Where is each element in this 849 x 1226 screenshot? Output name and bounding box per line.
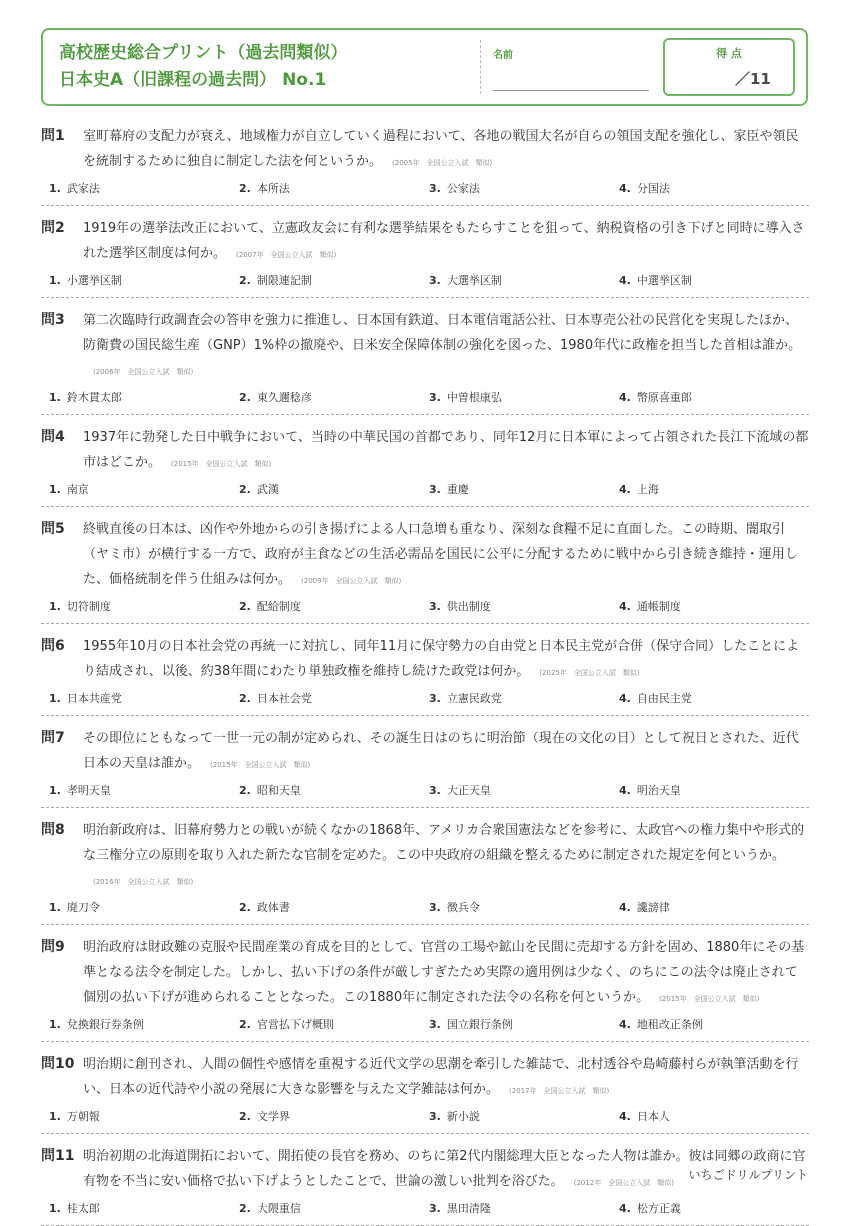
choice-2[interactable]: 2. 文学界	[239, 1110, 290, 1123]
choice-1[interactable]: 1. 万朝報	[49, 1110, 100, 1123]
answer-choices	[41, 273, 809, 289]
choice-2[interactable]: 2. 大隈重信	[239, 1202, 301, 1215]
choice-4[interactable]: 4. 上海	[619, 483, 659, 496]
choice-1[interactable]: 1. 兌換銀行券条例	[49, 1018, 144, 1031]
choice-2[interactable]: 2. 昭和天皇	[239, 784, 301, 797]
choice-3[interactable]: 3. 大選挙区制	[429, 274, 502, 287]
question-text: その即位にともなって一世一元の制が定められ、その誕生日はのちに明治節（現在の文化の日）として祝日とされた、近代日本の天皇は誰か。 (2015年 全国公立入試 類似)	[83, 731, 799, 771]
choice-2[interactable]: 2. 武漢	[239, 483, 279, 496]
choice-3[interactable]: 3. 新小説	[429, 1110, 480, 1123]
question-7	[41, 716, 809, 808]
question-number: 問11	[41, 1148, 75, 1164]
choice-3[interactable]: 3. 黒田清隆	[429, 1202, 491, 1215]
choice-3[interactable]: 3. 立憲民政党	[429, 692, 502, 705]
name-label: 名前	[493, 50, 513, 61]
answer-choices	[41, 1017, 809, 1033]
choice-2[interactable]: 2. 政体書	[239, 901, 290, 914]
choice-1[interactable]: 1. 日本共産党	[49, 692, 122, 705]
question-source: (2012年 全国公立入試 類似)	[573, 1179, 675, 1187]
question-source: (2007年 全国公立入試 類似)	[236, 251, 337, 259]
choice-3[interactable]: 3. 国立銀行条例	[429, 1018, 513, 1031]
question-number: 問9	[41, 939, 65, 955]
choice-2[interactable]: 2. 制限連記制	[239, 274, 312, 287]
question-number: 問7	[41, 730, 65, 746]
answer-choices	[41, 482, 809, 498]
question-8	[41, 808, 809, 925]
choice-3[interactable]: 3. 公家法	[429, 182, 480, 195]
choice-2[interactable]: 2. 本所法	[239, 182, 290, 195]
answer-choices	[41, 691, 809, 707]
choice-4[interactable]: 4. 松方正義	[619, 1202, 681, 1215]
choice-2[interactable]: 2. 官営払下げ概則	[239, 1018, 334, 1031]
question-source: (2009年 全国公立入試 類似)	[301, 577, 402, 585]
question-number: 問1	[41, 128, 65, 144]
question-number: 問2	[41, 220, 65, 236]
choice-4[interactable]: 4. 通帳制度	[619, 600, 681, 613]
choice-1[interactable]: 1. 孝明天皇	[49, 784, 111, 797]
question-number: 問8	[41, 822, 65, 838]
choice-2[interactable]: 2. 東久邇稔彦	[239, 391, 312, 404]
answer-choices	[41, 1109, 809, 1125]
title-block	[59, 40, 347, 94]
question-source: (2017年 全国公立入試 類似)	[509, 1087, 610, 1095]
worksheet-header	[41, 28, 808, 106]
question-source: (2015年 全国公立入試 類似)	[171, 460, 272, 468]
choice-4[interactable]: 4. 中選挙区制	[619, 274, 692, 287]
choice-4[interactable]: 4. 地租改正条例	[619, 1018, 703, 1031]
choice-4[interactable]: 4. 自由民主党	[619, 692, 692, 705]
question-4	[41, 415, 809, 507]
question-source: (2016年 全国公立入試 類似)	[93, 878, 194, 886]
question-10	[41, 1042, 809, 1134]
question-1	[41, 114, 809, 206]
question-text: 1937年に勃発した日中戦争において、当時の中華民国の首都であり、同年12月に日本軍によって占領された長江下流域の都市はどこか。 (2015年 全国公立入試 類似)	[83, 430, 809, 470]
question-3	[41, 298, 809, 415]
choice-4[interactable]: 4. 明治天皇	[619, 784, 681, 797]
question-text: 室町幕府の支配力が衰え、地域権力が自立していく過程において、各地の戦国大名が自らの領国支配を強化し、家臣や領民を統制するために独自に制定した法を何というか。 (2005年 全国公立入試 類似)	[83, 129, 799, 169]
question-text: 終戦直後の日本は、凶作や外地からの引き揚げによる人口急増も重なり、深刻な食糧不足に直面した。この時期、闇取引（ヤミ市）が横行する一方で、政府が主食などの生活必需品を国民に公平に分配するために戦中から引き続き維持・運用した、価格統制を伴う仕組みは何か。 (2009年 全国公立入試 類似)	[83, 522, 798, 587]
choice-4[interactable]: 4. 分国法	[619, 182, 670, 195]
answer-choices	[41, 599, 809, 615]
question-number: 問3	[41, 312, 65, 328]
choice-4[interactable]: 4. 幣原喜重郎	[619, 391, 692, 404]
choice-1[interactable]: 1. 廃刀令	[49, 901, 100, 914]
answer-choices	[41, 783, 809, 799]
choice-3[interactable]: 3. 中曽根康弘	[429, 391, 502, 404]
choice-4[interactable]: 4. 日本人	[619, 1110, 670, 1123]
question-source: (2015年 全国公立入試 類似)	[210, 761, 311, 769]
question-text: 明治期に創刊され、人間の個性や感情を重視する近代文学の思潮を牽引した雑誌で、北村透谷や島崎藤村らが執筆活動を行い、日本の近代詩や小説の発展に大きな影響を与えた文学雑誌は何か。 (2017年 全国公立入試 類似)	[83, 1057, 799, 1097]
question-text: 明治政府は財政難の克服や民間産業の育成を目的として、官営の工場や鉱山を民間に売却する方針を固め、1880年にその基準となる法令を制定した。しかし、払い下げの条件が厳しすぎたため実際の適用例は少なく、のちにこの法令は廃止されて個別の払い下げが進められることとなった。この1880年に制定された法令の名称を何というか。 (2015年 全国公立入試 類似)	[83, 940, 805, 1005]
choice-3[interactable]: 3. 供出制度	[429, 600, 491, 613]
worksheet-subtitle: 日本史A（旧課程の過去問） No.1	[59, 70, 327, 90]
choice-1[interactable]: 1. 小選挙区制	[49, 274, 122, 287]
choice-1[interactable]: 1. 鈴木貫太郎	[49, 391, 122, 404]
question-2	[41, 206, 809, 298]
question-5	[41, 507, 809, 624]
choice-1[interactable]: 1. 切符制度	[49, 600, 111, 613]
question-number: 問4	[41, 429, 65, 445]
choice-3[interactable]: 3. 大正天皇	[429, 784, 491, 797]
worksheet-title: 高校歴史総合プリント（過去問類似）	[59, 43, 348, 63]
question-text: 明治新政府は、旧幕府勢力との戦いが続くなかの1868年、アメリカ合衆国憲法などを参考に、太政官への権力集中や形式的な三権分立の原則を取り入れた新たな官制を定めた。この中央政府の組織を整えるために制定された規定を何というか。(2016年 全国公立入試 類似)	[83, 823, 805, 886]
answer-choices	[41, 1201, 809, 1217]
question-9	[41, 925, 809, 1042]
question-number: 問5	[41, 521, 65, 537]
choice-2[interactable]: 2. 日本社会党	[239, 692, 312, 705]
choice-3[interactable]: 3. 重慶	[429, 483, 469, 496]
choice-4[interactable]: 4. 讒謗律	[619, 901, 670, 914]
question-6	[41, 624, 809, 716]
question-source: (2005年 全国公立入試 類似)	[392, 159, 493, 167]
choice-1[interactable]: 1. 桂太郎	[49, 1202, 100, 1215]
question-text: 1919年の選挙法改正において、立憲政友会に有利な選挙結果をもたらすことを狙って、納税資格の引き下げと同時に導入された選挙区制度は何か。 (2007年 全国公立入試 類似)	[83, 221, 805, 261]
answer-choices	[41, 900, 809, 916]
answer-choices	[41, 390, 809, 406]
question-list	[41, 114, 809, 1226]
question-text: 第二次臨時行政調査会の答申を強力に推進し、日本国有鉄道、日本電信電話公社、日本専売公社の民営化を実現したほか、防衛費の国民総生産（GNP）1%枠の撤廃や、日米安全保障体制の強化を図った、1980年代に政権を担当した首相は誰か。(2006年 全国公立入試 類似)	[83, 313, 802, 376]
question-source: (2015年 全国公立入試 類似)	[659, 995, 760, 1003]
question-number: 問6	[41, 638, 65, 654]
choice-1[interactable]: 1. 南京	[49, 483, 89, 496]
choice-1[interactable]: 1. 武家法	[49, 182, 100, 195]
score-total: ／11	[735, 70, 771, 88]
choice-3[interactable]: 3. 徴兵令	[429, 901, 480, 914]
question-text: 1955年10月の日本社会党の再統一に対抗し、同年11月に保守勢力の自由党と日本民主党が合併（保守合同）したことにより結成され、以後、約38年間にわたり単独政権を維持し続けた政党は何か。 (2025年 全国公立入試 類似)	[83, 639, 800, 679]
choice-2[interactable]: 2. 配給制度	[239, 600, 301, 613]
score-label: 得 点	[716, 47, 742, 60]
question-source: (2025年 全国公立入試 類似)	[539, 669, 640, 677]
footer-brand: いちごドリルプリント	[688, 1168, 808, 1182]
score-box	[663, 38, 795, 96]
question-text: 明治初期の北海道開拓において、開拓使の長官を務め、のちに第2代内閣総理大臣となった人物は誰か。彼は同郷の政商に官有物を不当に安い価格で払い下げようとしたことで、世論の激しい批判を浴びた。 (2012年 全国公立入試 類似)	[83, 1149, 806, 1189]
name-field[interactable]	[493, 90, 649, 91]
header-divider	[480, 40, 481, 94]
question-source: (2006年 全国公立入試 類似)	[93, 368, 194, 376]
answer-choices	[41, 181, 809, 197]
question-number: 問10	[41, 1056, 75, 1072]
